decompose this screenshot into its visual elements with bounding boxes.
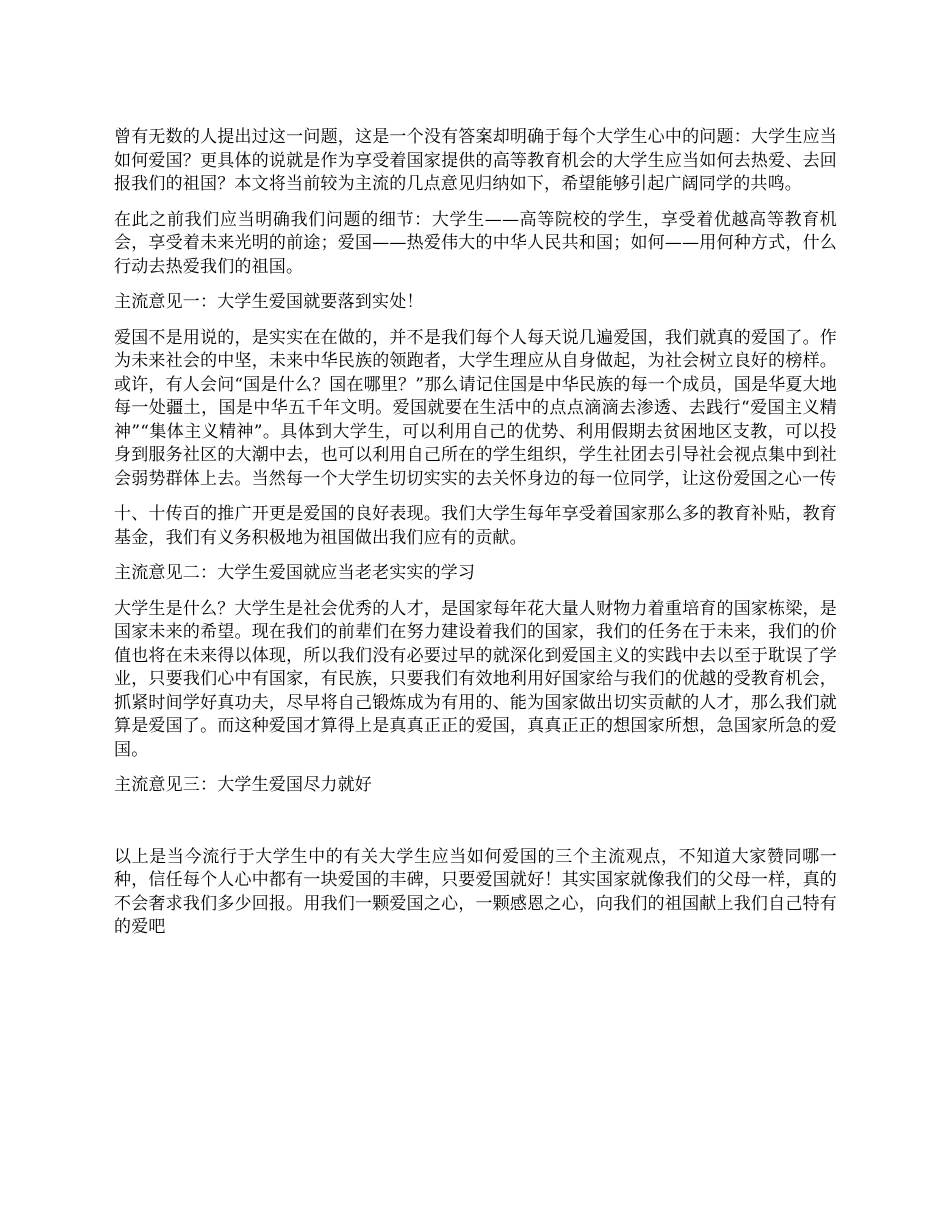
document-body <box>114 126 837 952</box>
conclusion-paragraph: 以上是当今流行于大学生中的有关大学生应当如何爱国的三个主流观点，不知道大家赞同哪一种，信任每个人心中都有一块爱国的丰碑，只要爱国就好！其实国家就像我们的父母一样，真的不会奢求我们多少回报。用我们一颗爱国之心，一颗感恩之心，向我们的祖国献上我们自己特有的爱吧 <box>114 846 837 937</box>
opinion-three-heading: 主流意见三：大学生爱国尽力就好 <box>114 775 372 795</box>
intro-paragraph: 曾有无数的人提出过这一问题，这是一个没有答案却明确于每个大学生心中的问题：大学生应当如何爱国？更具体的说就是作为享受着国家提供的高等教育机会的大学生应当如何去热爱、去回报我们的祖国？本文将当前较为主流的几点意见归纳如下，希望能够引起广阔同学的共鸣。 <box>114 127 837 194</box>
definition-paragraph: 在此之前我们应当明确我们问题的细节：大学生——高等院校的学生，享受着优越高等教育机会，享受着未来光明的前途；爱国——热爱伟大的中华人民共和国；如何——用何种方式，什么行动去热爱我们的祖国。 <box>114 209 837 277</box>
blank-space <box>114 810 837 846</box>
opinion-two-paragraph: 大学生是什么？大学生是社会优秀的人才，是国家每年花大量人财物力着重培育的国家栋梁，是国家未来的希望。现在我们的前辈们在努力建设着我们的国家，我们的任务在于未来，我们的价值也将在未来得以体现，所以我们没有必要过早的就深化到爱国主义的实践中去以至于耽误了学业，只要我们心中有国家，有民族，只要我们有效地利用好国家给与我们的优越的受教育机会，抓紧时间学好真功夫，尽早将自己锻炼成为有用的、能为国家做出切实贡献的人才，那么我们就算是爱国了。而这种爱国才算得上是真真正正的爱国，真真正正的想国家所想，急国家所急的爱国。 <box>114 598 837 760</box>
opinion-two-heading: 主流意见二：大学生爱国就应当老老实实的学习 <box>114 563 476 583</box>
opinion-one-paragraph: 爱国不是用说的，是实实在在做的，并不是我们每个人每天说几遍爱国，我们就真的爱国了。作为未来社会的中坚，未来中华民族的领跑者，大学生理应从自身做起，为社会树立良好的榜样。或许，有人会问“国是什么？国在哪里？”那么请记住国是中华民族的每一个成员，国是华夏大地每一处疆土，国是中华五千年文明。爱国就要在生活中的点点滴滴去渗透、去践行“爱国主义精神”“集体主义精神”。具体到大学生，可以利用自己的优势、利用假期去贫困地区支教，可以投身到服务社区的大潮中去，也可以利用自己所在的学生组织，学生社团去引导社会视点集中到社会弱势群体上去。当然每一个大学生切切实实的去关怀身边的每一位同学，让这份爱国之心一传 <box>114 327 837 489</box>
opinion-one-heading: 主流意见一：大学生爱国就要落到实处！ <box>114 292 424 312</box>
opinion-one-continuation: 十、十传百的推广开更是爱国的良好表现。我们大学生每年享受着国家那么多的教育补贴，教育基金，我们有义务积极地为祖国做出我们应有的贡献。 <box>114 504 837 548</box>
